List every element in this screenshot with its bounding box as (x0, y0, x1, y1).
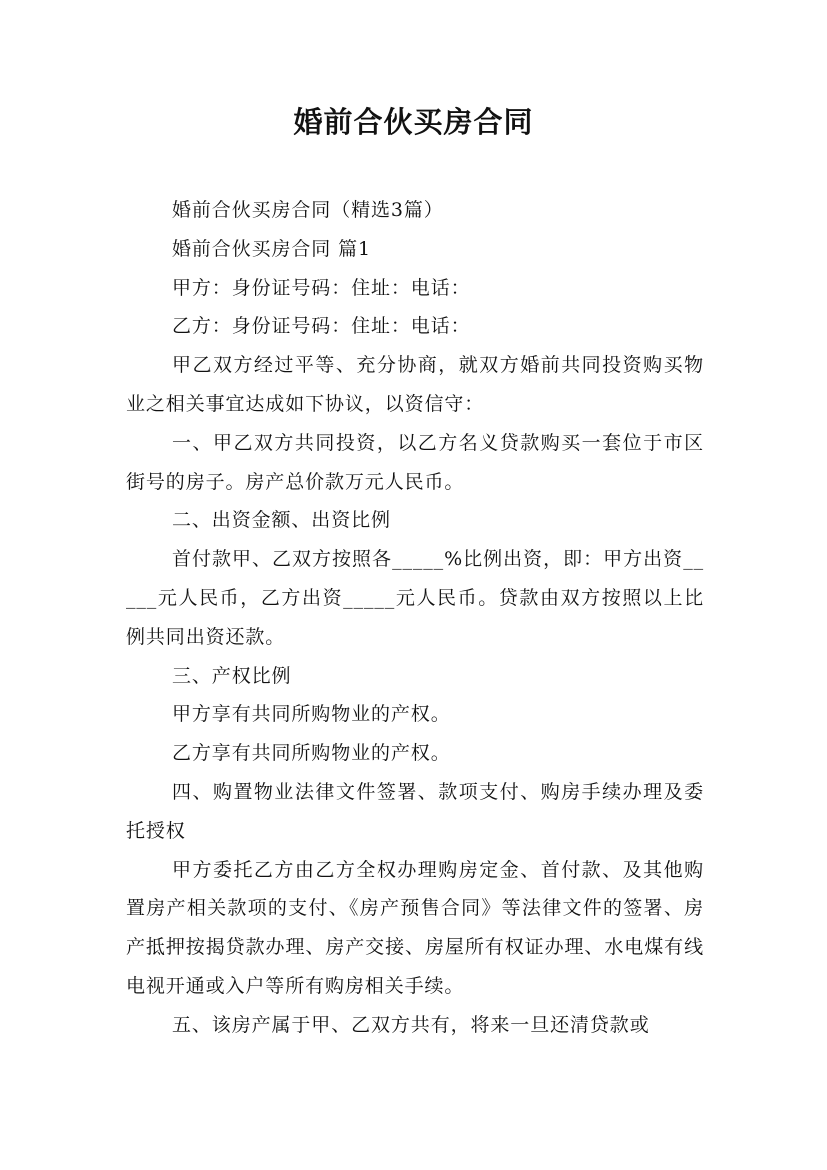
paragraph-clause-2-heading: 二、出资金额、出资比例 (172, 509, 391, 532)
paragraph-clause-1: 一、甲乙双方共同投资，以乙方名义贷款购买一套位于市区街号的房子。房产总价款万元人民币。 (126, 431, 704, 493)
paragraph-clause-5: 五、该房产属于甲、乙双方共有，将来一旦还清贷款或 (172, 1013, 650, 1036)
paragraph-clause-3-party-a: 甲方享有共同所购物业的产权。 (172, 703, 451, 726)
document-body (126, 191, 704, 1045)
paragraph-clause-2-body: 首付款甲、乙双方按照各_____%比例出资，即：甲方出资_____元人民币，乙方出资_____元人民币。贷款由双方按照以上比例共同出资还款。 (126, 548, 704, 648)
paragraph-clause-3-party-b: 乙方享有共同所购物业的产权。 (172, 742, 451, 765)
paragraph-clause-3-heading: 三、产权比例 (172, 664, 292, 687)
document-title: 婚前合伙买房合同 (293, 105, 534, 139)
paragraph-party-b: 乙方：身份证号码：住址：电话： (172, 315, 471, 338)
paragraph-party-a: 甲方：身份证号码：住址：电话： (172, 276, 471, 299)
paragraph-clause-4-body: 甲方委托乙方由乙方全权办理购房定金、首付款、及其他购置房产相关款项的支付、《房产预售合同》等法律文件的签署、房产抵押按揭贷款办理、房产交接、房屋所有权证办理、水电煤有线电视开通或入户等所有购房相关手续。 (126, 858, 704, 997)
paragraph-clause-4-heading: 四、购置物业法律文件签署、款项支付、购房手续办理及委托授权 (126, 780, 704, 842)
paragraph-preamble: 甲乙双方经过平等、充分协商，就双方婚前共同投资购买物业之相关事宜达成如下协议，以资信守： (126, 354, 704, 415)
paragraph-section-heading: 婚前合伙买房合同 篇1 (172, 237, 372, 260)
paragraph-subtitle: 婚前合伙买房合同（精选3篇） (172, 199, 444, 221)
